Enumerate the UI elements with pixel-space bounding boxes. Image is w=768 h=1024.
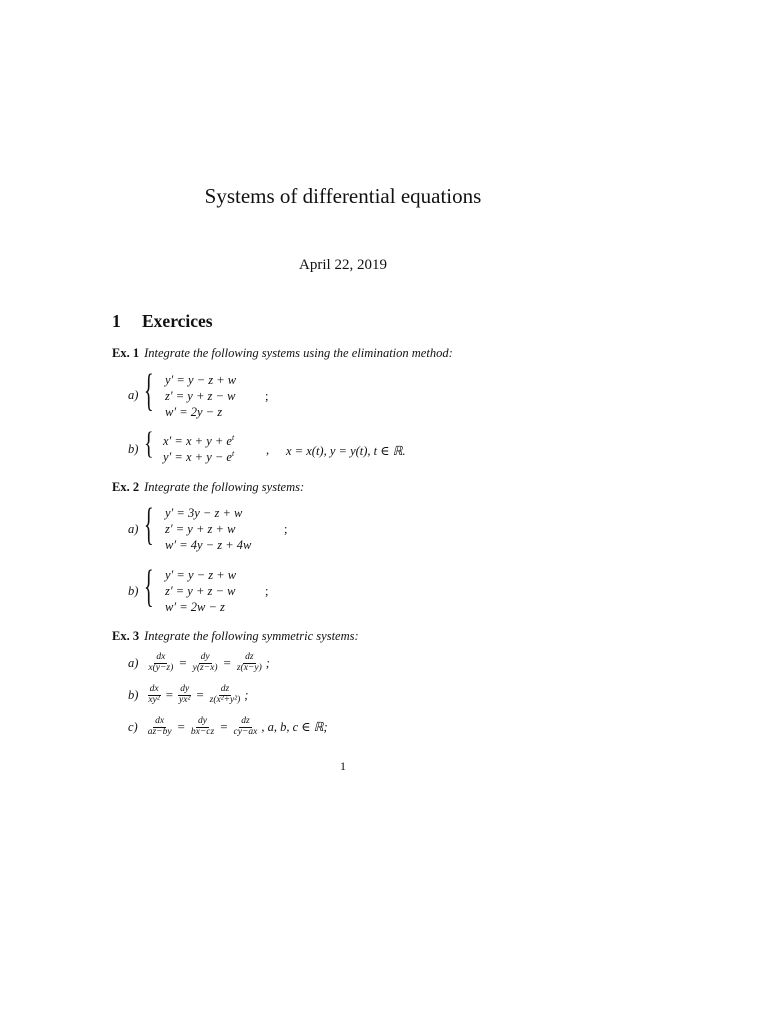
ex1-b-separator: , bbox=[266, 443, 270, 457]
ex2-a-brace: { bbox=[144, 499, 154, 551]
page-title: Systems of differential equations bbox=[204, 184, 482, 208]
ex2-a-eq3: w′ = 4y − z + 4w bbox=[165, 538, 252, 552]
ex1-b-condition: x = x(t), y = y(t), t ∈ ℝ. bbox=[286, 444, 406, 458]
ex3-b-fraction-2: $\frac{dy}{\text{yx²}}$ bbox=[179, 684, 191, 705]
ex1-b-eq2 bbox=[163, 449, 234, 465]
ex1-a-eq3: w′ = 2y − z bbox=[165, 405, 223, 419]
ex3-c-end: , a, b, c ∈ ℝ; bbox=[261, 720, 328, 735]
ex3-b-equation bbox=[128, 685, 248, 706]
section-number: 1 bbox=[112, 311, 121, 331]
ex3-a-equals-1: = bbox=[179, 655, 187, 671]
ex3-b-fraction-3: $\frac{dz}{\text{z(x²+y²)}}$ bbox=[209, 684, 241, 705]
document-date: April 22, 2019 bbox=[299, 257, 387, 273]
ex1-a-eq1: y′ = y − z + w bbox=[165, 373, 237, 387]
ex3-c-equation bbox=[128, 717, 328, 738]
ex3-c-fraction-3: $\frac{dz}{cy-ax}$ bbox=[233, 716, 258, 737]
ex2-b-eq3: w′ = 2w − z bbox=[165, 600, 225, 614]
ex3-b-equals-1: = bbox=[165, 687, 174, 703]
ex2-b-brace: { bbox=[144, 561, 154, 613]
ex2-b-label: b) bbox=[128, 584, 139, 598]
exercise-2-statement bbox=[112, 480, 304, 495]
exercise-2-text: Integrate the following systems: bbox=[144, 480, 305, 494]
ex3-c-equals-1: = bbox=[177, 719, 185, 735]
ex3-c-fraction-1: $\frac{dx}{az-by}$ bbox=[147, 716, 172, 737]
ex1-a-label: a) bbox=[128, 388, 139, 402]
ex1-b-eq1-main: x′ = x + y + e bbox=[163, 434, 232, 448]
page-number: 1 bbox=[340, 759, 346, 773]
ex2-a-eq2: z′ = y + z + w bbox=[165, 522, 236, 536]
ex3-a-fraction-2: $\frac{dy}{y(z-x)}$ bbox=[192, 652, 218, 673]
ex2-a-separator: ; bbox=[284, 522, 288, 536]
ex3-a-label: a) bbox=[128, 655, 139, 670]
ex1-b-label: b) bbox=[128, 442, 139, 456]
ex2-a-eq1: y′ = 3y − z + w bbox=[165, 506, 243, 520]
exercise-3-label: Ex. 3 bbox=[112, 629, 140, 643]
ex2-b-eq1: y′ = y − z + w bbox=[165, 568, 237, 582]
ex3-a-fraction-1: $\frac{dx}{x(y-z)}$ bbox=[148, 652, 174, 673]
ex1-a-eq2: z′ = y + z − w bbox=[165, 389, 236, 403]
ex1-b-eq1-sup: t bbox=[231, 433, 235, 442]
exercise-3-text: Integrate the following symmetric systems: bbox=[144, 629, 359, 643]
exercise-1-label: Ex. 1 bbox=[112, 346, 140, 360]
ex2-b-eq2: z′ = y + z − w bbox=[165, 584, 236, 598]
exercise-2-label: Ex. 2 bbox=[112, 480, 140, 494]
ex1-b-eq2-sup: t bbox=[231, 449, 235, 458]
ex3-a-end: ; bbox=[265, 655, 270, 670]
ex1-a-brace: { bbox=[144, 365, 154, 417]
section-heading bbox=[112, 311, 213, 332]
ex3-a-fraction-3: $\frac{dz}{z(x-y)}$ bbox=[236, 652, 262, 673]
ex3-b-equals-2: = bbox=[196, 687, 204, 703]
ex1-b-eq2-main: y′ = x + y − e bbox=[163, 450, 232, 464]
ex3-b-fraction-1: $\frac{dx}{\text{xy²}}$ bbox=[148, 684, 160, 705]
ex3-a-equation bbox=[128, 653, 270, 674]
ex1-b-eq1 bbox=[163, 433, 234, 449]
exercise-1-text: Integrate the following systems using the elimination method: bbox=[144, 346, 453, 360]
exercise-3-statement bbox=[112, 629, 359, 644]
ex2-a-label: a) bbox=[128, 522, 139, 536]
exercise-1-statement bbox=[112, 346, 453, 361]
section-title: Exercices bbox=[142, 311, 213, 331]
ex3-b-label: b) bbox=[128, 687, 139, 702]
ex1-b-brace: { bbox=[144, 426, 154, 462]
ex3-c-fraction-2: $\frac{dy}{bx-cz}$ bbox=[190, 716, 215, 737]
ex3-c-equals-2: = bbox=[220, 719, 228, 735]
ex3-b-end: ; bbox=[244, 687, 249, 702]
ex3-c-label: c) bbox=[128, 719, 138, 734]
ex2-b-separator: ; bbox=[265, 584, 269, 598]
ex1-a-separator: ; bbox=[265, 389, 269, 403]
ex3-a-equals-2: = bbox=[223, 655, 231, 671]
